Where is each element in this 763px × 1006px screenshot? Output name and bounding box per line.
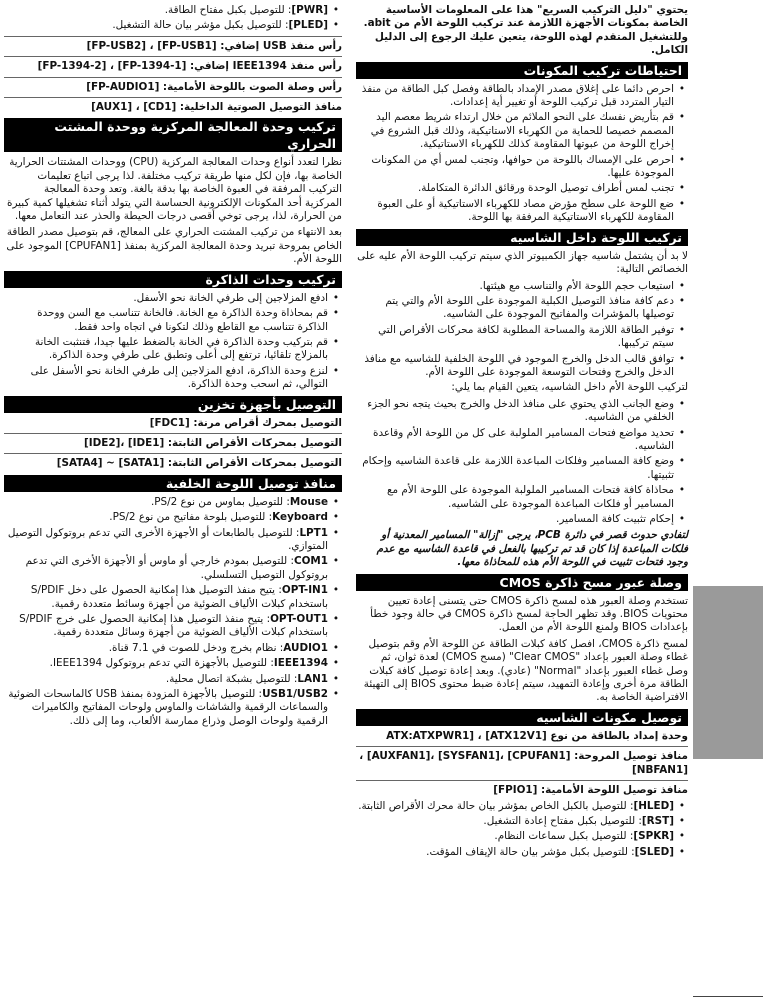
port-desc: : للتوصيل بماوس من نوع PS/2. — [150, 495, 290, 508]
list-item: • لنزع وحدة الذاكرة، ادفع المزلاجين إلى طرفي الخانة نحو الأسفل على التوالي، ثم اسحب وحدة الذاكرة. — [4, 365, 328, 392]
pin-desc: : للتوصيل بكبل مؤشر بيان حالة التشغيل. — [112, 19, 289, 32]
front-audio-header: رأس وصلة الصوت باللوحة الأمامية: [FP-AUDIO1] — [86, 80, 342, 93]
list-item — [4, 555, 328, 582]
list-item — [356, 815, 674, 828]
front-panel-header: منافذ توصيل اللوحة الأمامية: [FPIO1] — [493, 784, 688, 797]
list-item: • احرص دائما على إغلاق مصدر الإمداد بالطاقة وفصل كبل الطاقة من منفذ التيار المتردد قبل تركيب اللوحة أو تغيير أية إعدادات. — [356, 83, 674, 110]
pin-desc: : للتوصيل بكبل سماعات النظام. — [494, 830, 634, 843]
port-desc: : للتوصيل بالطابعات أو الأجهزة الأخرى التي تدعم بروتوكول التوصيل المتوازي. — [7, 526, 328, 552]
usb-header: رأس منفذ USB إضافي: [FP-USB1] ، [FP-USB2] — [86, 39, 342, 52]
section-header-cpu: تركيب وحدة المعالجة المركزية ووحدة المشتت الحراري — [4, 118, 342, 152]
list-item — [356, 830, 674, 843]
divider — [4, 433, 342, 434]
back-panel-list — [4, 496, 342, 729]
port-desc: : للتوصيل بلوحة مفاتيح من نوع PS/2. — [109, 511, 273, 524]
chassis-steps-list — [356, 398, 688, 527]
left-column — [4, 4, 342, 730]
pin-desc: : للتوصيل بكبل مفتاح إعادة التشغيل. — [483, 814, 642, 827]
list-item — [4, 19, 328, 32]
pin-tag: [SLED] — [634, 845, 674, 858]
pin-desc: : للتوصيل بكبل مفتاح الطاقة. — [164, 4, 292, 16]
pin-tag: [PLED] — [288, 19, 328, 32]
list-item: • ضع اللوحة على سطح مؤرض مصاد للكهرباء الاستاتيكية أو على العبوة المقاومة للكهرباء الاستاتيكية المرفقة بها اللوحة. — [356, 198, 674, 225]
list-item: • إحكام تثبيت كافة المسامير. — [356, 513, 674, 526]
cmos-paragraph-1: تستخدم وصلة العبور هذه لمسح ذاكرة CMOS حتى يتسنى إعادة تعيين محتويات BIOS. وقد تظهر الحاجة لمسح ذاكرة CMOS في حالة وجود خطأ بإعدادات BIOS ولمنع اللوحة الأم من العمل. — [370, 594, 688, 634]
list-item — [4, 688, 328, 728]
bottom-rule — [693, 996, 763, 997]
atx-power-header: وحدة إمداد بالطاقة من نوع ATX:ATXPWR1] ، [ATX12V1] — [386, 729, 688, 742]
right-column — [356, 4, 688, 861]
list-item — [4, 511, 328, 524]
list-item: • قم بمحاذاة وحدة الذاكرة مع الخانة. فالخانة تتناسب مع السن ووحدة الذاكرة تتناسب مع القاطع وذلك لتكونا في اتجاه واحد فقط. — [4, 307, 328, 334]
port-desc: : للتوصيل بالأجهزة التي تدعم بروتوكول IEEE1394. — [49, 657, 274, 670]
pin-tag: [HLED] — [633, 799, 674, 812]
divider — [4, 77, 342, 78]
list-item: • تحديد مواضع فتحات المسامير الملولبة على كل من اللوحة الأم وقاعدة الشاسيه. — [356, 427, 674, 454]
pin-tag: [SPKR] — [633, 830, 674, 843]
port-desc: : يتيح منفذ التوصيل هذا إمكانية الحصول على دخل S/PDIF باستخدام كبلات الألياف الضوئية من أجهزة وسائط متعددة رقمية. — [30, 584, 328, 610]
fan-connectors-header: منافذ توصيل المروحة: [CPUFAN1] ،[SYSFAN1] ،[AUXFAN1] ، [NBFAN1] — [359, 750, 688, 776]
section-header-precautions: احتياطات تركيب المكونات — [356, 62, 688, 79]
pin-tag: [RST] — [641, 814, 674, 827]
divider — [356, 780, 688, 781]
port-tag: AUDIO1 — [283, 641, 328, 654]
list-item: • قم بتأريض نفسك على النحو الملائم من خلال ارتداء شريط معصم اليد المصمم خصيصا للحماية من الكهرباء الاستاتيكية، وذلك قبل الشروع في إخراج اللوحة من عبوتها المقاومة كذلك للكهرباء الاستاتيكية. — [356, 111, 674, 151]
list-item — [4, 4, 328, 17]
section-header-cmos: وصلة عبور مسح ذاكرة CMOS — [356, 574, 688, 591]
list-item — [4, 584, 328, 611]
section-header-chassis: تركيب اللوحة داخل الشاسيه — [356, 229, 688, 246]
list-item — [356, 846, 674, 859]
pin-desc: : للتوصيل بالكبل الخاص بمؤشر بيان حالة محرك الأقراص الثابتة. — [358, 799, 634, 812]
list-item: • توافق قالب الدخل والخرج الموجود في اللوحة الخلفية للشاسيه مع منافذ الدخل والخرج وفتحات التوسعة الموجودة على اللوحة الأم. — [356, 353, 674, 380]
port-tag: LPT1 — [299, 526, 328, 539]
list-item — [4, 657, 328, 670]
chassis-requirements-list — [356, 280, 688, 380]
divider — [356, 746, 688, 747]
list-item: • دعم كافة منافذ التوصيل الكبلية الموجودة على اللوحة الأم والتي يتم توصيلها بالمؤشرات والمفاتيح الموجودة على الشاسيه. — [356, 295, 674, 322]
port-desc: : يتيح منفذ التوصيل هذا إمكانية الحصول على خرج S/PDIF باستخدام كبلات الألياف الضوئية من أجهزة وسائل متعددة رقمية. — [19, 613, 328, 639]
chassis-intro: لا بد أن يشتمل شاسيه جهاز الكمبيوتر الذي سيتم تركيب اللوحة الأم عليه على الخصائص التالية: — [357, 249, 688, 276]
intro-paragraph: يحتوي "دليل التركيب السريع" هذا على المعلومات الأساسية الخاصة بمكونات الأجهزة اللازمة عند تركيب اللوحة الأم من abit. وللتشغيل المتقدم لهذه اللوحة، يتعين عليك الرجوع إلى الدليل الكامل. — [363, 4, 688, 57]
list-item — [4, 642, 328, 655]
side-thumb-tab — [693, 586, 763, 759]
list-item — [4, 527, 328, 554]
section-header-chassis-components: توصيل مكونات الشاسيه — [356, 709, 688, 726]
port-tag: LAN1 — [297, 672, 328, 685]
ieee1394-header: رأس منفذ IEEE1394 إضافي: [FP-1394-1] ، [FP-1394-2] — [37, 60, 342, 73]
memory-list — [4, 292, 342, 392]
divider — [4, 36, 342, 37]
list-item — [4, 613, 328, 640]
section-header-back-panel: منافذ توصيل اللوحة الخلفية — [4, 475, 342, 492]
list-item — [4, 673, 328, 686]
fdd-header: التوصيل بمحرك أقراص مرنة: [FDC1] — [149, 416, 342, 429]
cmos-paragraph-2: لمسح ذاكرة CMOS، افصل كافة كبلات الطاقة عن اللوحة الأم وقم بتوصيل غطاء وصلة العبور بإعداد "Clear CMOS" (مسح CMOS) لعدة ثوان، ثم وصل غطاء العبور بإعداد "Normal" (عادي). وبعد إعادة توصيل كافة كبلات الطاقة مرة أخرى وإعادة التمهيد، سيتم إعادة ضبط محتوى BIOS إلى التهيئة الافتراضية الخاصة به. — [363, 637, 688, 704]
port-tag: IEEE1394 — [273, 657, 328, 670]
port-tag: OPT-OUT1 — [270, 613, 328, 625]
divider — [4, 97, 342, 98]
precautions-list — [356, 83, 688, 225]
list-item: • وضع الجانب الذي يحتوي على منافذ الدخل والخرج بحيث يتجه نحو الجزء الخلفي من الشاسيه. — [356, 398, 674, 425]
list-item: • احرص على الإمساك باللوحة من حوافها، وتجنب لمس أي من المكونات الموجودة عليها. — [356, 154, 674, 181]
list-item: • قم بتركيب وحدة الذاكرة في الخانة بالضغط عليها جيدا، فتنثبت الخانة بالمزلاج تلقائيا، ترتفع إلى أعلى وتطبق على طرفي وحدة الذاكرة. — [4, 336, 328, 363]
cpu-paragraph-1: نظرا لتعدد أنواع وحدات المعالجة المركزية (CPU) ووحدات المشتتات الحرارية الخاصة بها، فإن لكل منها طريقة تركيب مختلفة. لذا يرجى اتباع تعليمات التركيب المرفقة في العبوة الخاصة بها بدقة بالغة. وتعد وحدة المعالجة المركزية أحد المكونات الإلكترونية الحساسة التي يتولد أثناء تشغيلها كمية كبيرة من الحرارة، لذا، يرجى توخي أقصى درجات الحيطة والحذر عند التعامل معها. — [7, 156, 342, 223]
pin-tag: [PWR] — [291, 4, 328, 16]
port-desc: : للتوصيل بشبكة اتصال محلية. — [165, 672, 298, 685]
port-tag: USB1/USB2 — [262, 688, 328, 701]
internal-audio-header: منافذ التوصيل الصوتية الداخلية: [CD1] ، [AUX1] — [91, 101, 342, 114]
pin-desc: : للتوصيل بكبل مؤشر بيان حالة الإيقاف المؤقت. — [426, 845, 635, 858]
warning-note: لتفادي حدوث قصر في دائرة PCB، يرجى "إزالة" المسامير المعدنية أو فلكات المباعدة إذا كان قد تم تركيبها بالفعل في قاعدة الشاسيه مع عدم وجود فتحات تثبيت في اللوحة الأم هذه للمحاذاة معها. — [376, 529, 688, 569]
ide-header: التوصيل بمحركات الأقراص الثابتة: [IDE1] ،[IDE2] — [84, 436, 342, 449]
cpu-paragraph-2: بعد الانتهاء من تركيب المشتت الحراري على المعالج، قم بتوصيل مصدر الطاقة الخاص بمروحة تبريد وحدة المعالجة المركزية بمنفذ [CPUFAN1] الموجود على اللوحة الأم. — [6, 226, 342, 266]
port-tag: COM1 — [293, 555, 328, 568]
port-tag: Keyboard — [272, 511, 328, 524]
list-item: • توفير الطاقة اللازمة والمساحة المطلوبة لكافة محركات الأقراص التي سيتم تركيبها. — [356, 324, 674, 351]
divider — [4, 453, 342, 454]
port-desc: : للتوصيل بالأجهزة المزودة بمنفذ USB كالماسحات الضوئية والسماعات الرقمية والشاشات والماوس ولوحات المفاتيح والكاميرات الرقمية ولوحات الوصل وذراع ممارسة الألعاب، وما إلى ذلك. — [8, 688, 328, 727]
divider — [4, 56, 342, 57]
front-panel-list — [356, 800, 688, 860]
port-desc: : نظام بخرج ودخل للصوت في 7.1 قناة. — [108, 641, 284, 654]
section-header-memory: تركيب وحدات الذاكرة — [4, 271, 342, 288]
list-item — [356, 800, 674, 813]
list-item: • استيعاب حجم اللوحة الأم والتناسب مع هيئتها. — [356, 280, 674, 293]
list-item: • محاذاة كافة فتحات المسامير الملولبة الموجودة على اللوحة الأم مع المسامير أو فلكات المباعدة الموجودة على الشاسيه. — [356, 484, 674, 511]
sata-header: التوصيل بمحركات الأقراص الثابتة: [SATA1] ~ [SATA4] — [56, 457, 342, 470]
port-tag: Mouse — [289, 495, 328, 508]
chassis-steps-intro: لتركيب اللوحة الأم داخل الشاسيه، يتعين القيام بما يلي: — [451, 381, 688, 394]
list-item: • وضع كافة المسامير وفلكات المباعدة اللازمة على قاعدة الشاسيه وإحكام تثبيتها. — [356, 455, 674, 482]
port-tag: OPT-IN1 — [281, 584, 328, 597]
section-header-storage: التوصيل بأجهزة تخزين — [4, 396, 342, 413]
list-item — [4, 496, 328, 509]
front-panel-list-cont — [4, 4, 342, 33]
list-item: • ادفع المزلاجين إلى طرفي الخانة نحو الأسفل. — [4, 292, 328, 305]
port-desc: : للتوصيل بمودم خارجي أو ماوس أو الأجهزة الأخرى التي تدعم بروتوكول التوصيل التسلسلي. — [25, 555, 328, 581]
list-item: • تجنب لمس أطراف توصيل الوحدة ورقائق الدائرة المتكاملة. — [356, 182, 674, 195]
